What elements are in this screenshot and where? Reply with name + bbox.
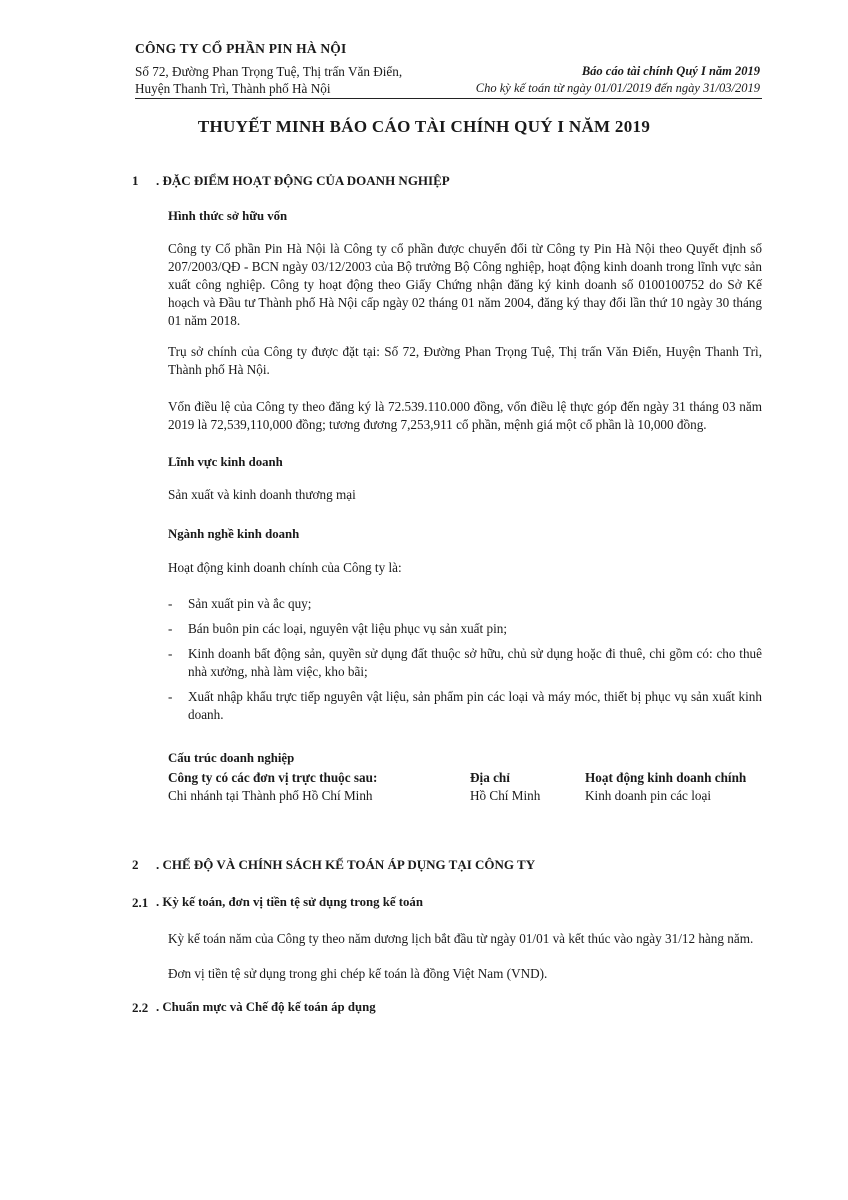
report-period: Cho kỳ kế toán từ ngày 01/01/2019 đến ngày 31/03/2019 [475,81,760,95]
subsection-2-1-number: 2.1 [132,895,149,910]
list-item: - Kinh doanh bất động sản, quyền sử dụng đất thuộc sở hữu, chủ sử dụng hoặc đi thuê, chi gồm có: cho thuê nhà xưởng, nhà làm việc, kho bãi; [168,646,762,679]
business-list [168,595,762,731]
ownership-heading: Hình thức sở hữu vốn [168,209,288,223]
currency-text: Đơn vị tiền tệ sử dụng trong ghi chép kế toán là đồng Việt Nam (VND). [168,966,548,981]
report-title: Báo cáo tài chính Quý I năm 2019 [581,64,760,78]
bullet-dash: - [168,689,173,704]
structure-col1-header: Công ty có các đơn vị trực thuộc sau: [168,770,378,785]
bullet-dash: - [168,596,173,611]
section2-title: . CHẾ ĐỘ VÀ CHÍNH SÁCH KẾ TOÁN ÁP DỤNG TẠI CÔNG TY [156,857,536,872]
structure-heading: Cấu trúc doanh nghiệp [168,751,295,765]
field-heading: Lĩnh vực kinh doanh [168,455,283,469]
subsection-2-1-title: . Kỳ kế toán, đơn vị tiền tệ sử dụng trong kế toán [156,895,423,909]
section2-number: 2 [132,857,139,872]
field-text: Sản xuất và kinh doanh thương mại [168,487,356,502]
bullet-dash: - [168,646,173,661]
structure-col3-header: Hoạt động kinh doanh chính [585,770,747,785]
subsection-2-2-title: . Chuẩn mực và Chế độ kế toán áp dụng [156,1000,376,1014]
list-item: - Sản xuất pin và ắc quy; [168,596,312,611]
ownership-paragraph-3: Vốn điều lệ của Công ty theo đăng ký là 72.539.110.000 đồng, vốn điều lệ thực góp đến ngày 31 tháng 03 năm 2019 là 72,539,110,000 đồng; tương đương 7,253,911 cổ phần, mệnh giá một cổ phần là 10,000 đồng. [168,399,762,432]
company-name: CÔNG TY CỔ PHẦN PIN HÀ NỘI [135,41,347,56]
business-intro: Hoạt động kinh doanh chính của Công ty là: [168,560,402,575]
list-item: - Bán buôn pin các loại, nguyên vật liệu phục vụ sản xuất pin; [168,621,507,636]
structure-address: Hồ Chí Minh [470,788,541,803]
company-address-line1: Số 72, Đường Phan Trọng Tuệ, Thị trấn Văn Điển, [135,64,403,79]
structure-unit: Chi nhánh tại Thành phố Hồ Chí Minh [168,788,373,803]
company-address-line2: Huyện Thanh Trì, Thành phố Hà Nội [135,81,331,96]
ownership-paragraph-2: Trụ sở chính của Công ty được đặt tại: Số 72, Đường Phan Trọng Tuệ, Thị trấn Văn Điển, Huyện Thanh Trì, Thành phố Hà Nội. [168,344,762,377]
structure-activity: Kinh doanh pin các loại [585,788,711,803]
business-heading: Ngành nghề kinh doanh [168,527,300,541]
structure-col2-header: Địa chỉ [470,770,510,785]
fiscal-period-text: Kỳ kế toán năm của Công ty theo năm dương lịch bắt đầu từ ngày 01/01 và kết thúc vào ngày 31/12 hàng năm. [168,931,754,946]
document-title: THUYẾT MINH BÁO CÁO TÀI CHÍNH QUÝ I NĂM 2019 [197,117,651,136]
section1-number: 1 [132,173,139,188]
list-item: - Xuất nhập khẩu trực tiếp nguyên vật liệu, sản phẩm pin các loại và máy móc, thiết bị phục vụ sản xuất kinh doanh. [168,689,762,722]
ownership-paragraph-1: Công ty Cổ phần Pin Hà Nội là Công ty cổ phần được chuyển đổi từ Công ty Pin Hà Nội theo Quyết định số 207/2003/QĐ - BCN ngày 03/12/2003 của Bộ trưởng Bộ Công nghiệp, hoạt động kinh doanh trong lĩnh vực sản xuất công nghiệp. Công ty hoạt động theo Giấy Chứng nhận đăng ký kinh doanh số 0100100752 do Sở Kế hoạch và Đầu tư Thành phố Hà Nội cấp ngày 02 tháng 01 năm 2004, đăng ký thay đổi lần thứ 10 ngày 30 tháng 01 năm 2018. [168,241,762,328]
section1-title: . ĐẶC ĐIỂM HOẠT ĐỘNG CỦA DOANH NGHIỆP [156,173,450,188]
header-divider [135,98,762,99]
bullet-dash: - [168,621,173,636]
subsection-2-2-number: 2.2 [132,1000,149,1015]
